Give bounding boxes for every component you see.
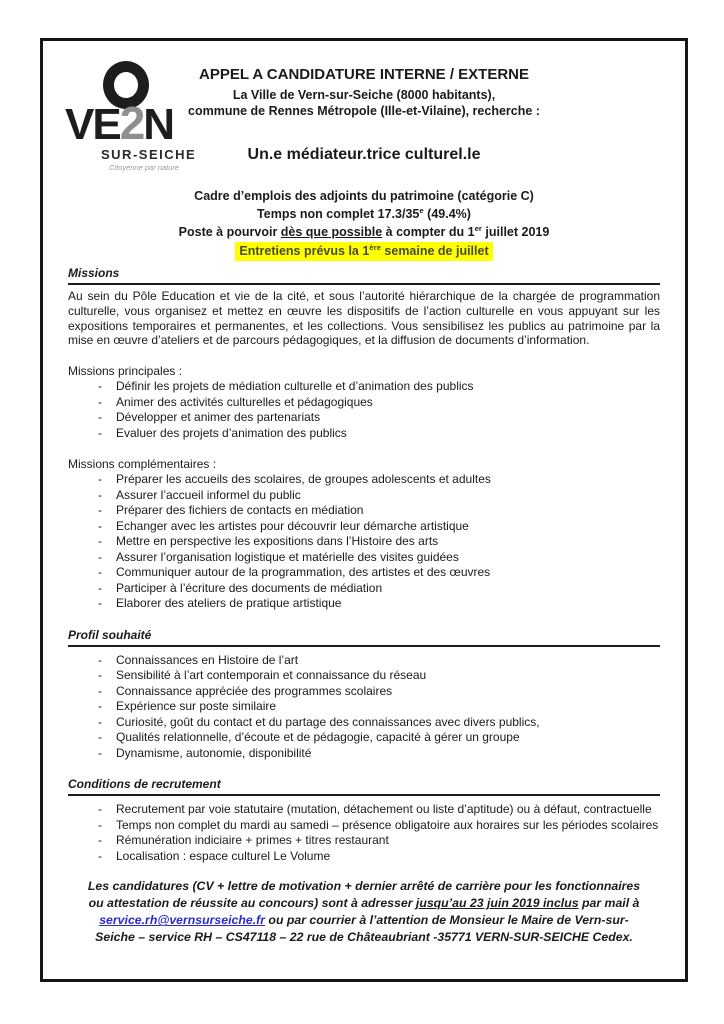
section-heading-conditions: Conditions de recrutement: [68, 777, 660, 796]
missions-intro-paragraph: Au sein du Pôle Education et vie de la cité, et sous l’autorité hiérarchique de la chargée de programmation culturelle, vous organisez et mettez en œuvre les dispositifs de l’action culturelle en vous appuyant sur les expositions temporaires et permanentes, et les collections. Vous sensibilisez les publics au patrimoine par la mise en œuvre d’ateliers et de parcours pédagogiques, et la diffusion de documents d’information.: [68, 289, 660, 348]
list-item: [68, 565, 660, 581]
list-item-text: Dynamisme, autonomie, disponibilité: [116, 745, 312, 760]
list-item: [68, 833, 660, 849]
job-category-line: Cadre d’emplois des adjoints du patrimoine (catégorie C): [194, 189, 534, 203]
list-item-text: Expérience sur poste similaire: [116, 699, 277, 714]
bullet-dash: -: [98, 833, 102, 848]
list-item: [68, 715, 660, 731]
list-item-text: Evaluer des projets d’animation des publics: [116, 425, 347, 440]
list-item-text: Assurer l’organisation logistique et matérielle des visites guidées: [116, 549, 459, 564]
list-item: [68, 395, 660, 411]
list-item-text: Communiquer autour de la programmation, des artistes et des œuvres: [116, 565, 491, 580]
list-item: [68, 699, 660, 715]
bullet-dash: -: [98, 683, 102, 698]
list-item: [68, 746, 660, 762]
list-item-text: Préparer les accueils des scolaires, de groupes adolescents et adultes: [116, 472, 491, 487]
list-item-text: Développer et animer des partenariats: [116, 410, 321, 425]
list-item: [68, 534, 660, 550]
list-item-text: Connaissance appréciée des programmes scolaires: [116, 683, 393, 698]
deadline-text: jusqu’au 23 juin 2019 inclus: [415, 896, 579, 911]
logo-letter-n: N: [143, 100, 174, 149]
bullet-dash: -: [98, 487, 102, 502]
bullet-dash: -: [98, 549, 102, 564]
bullet-dash: -: [98, 472, 102, 487]
list-item-text: Connaissances en Histoire de l’art: [116, 652, 299, 667]
list-item: [68, 472, 660, 488]
section-heading-profil: Profil souhaité: [68, 628, 660, 647]
list-item-text: Echanger avec les artistes pour découvrir leur démarche artistique: [116, 518, 469, 533]
missions-complementaires-list: [68, 472, 660, 612]
superscript-ere: ère: [369, 242, 381, 252]
list-item-text: Préparer des fichiers de contacts en médiation: [116, 503, 364, 518]
underlined-asap: dès que possible: [280, 225, 383, 239]
email-link[interactable]: service.rh@vernsurseiche.fr: [99, 913, 266, 928]
logo-letters-ve: VE: [65, 100, 120, 149]
list-item: [68, 426, 660, 442]
list-item: [68, 818, 660, 834]
logo-wordmark: [65, 97, 225, 149]
list-item-text: Rémunération indiciaire + primes + titres restaurant: [116, 833, 389, 848]
list-item-text: Assurer l’accueil informel du public: [116, 487, 301, 502]
list-item-text: Définir les projets de médiation culturelle et d’animation des publics: [116, 379, 474, 394]
list-item: [68, 519, 660, 535]
profil-list: [68, 653, 660, 762]
missions-principales-label: Missions principales :: [68, 364, 183, 379]
header-subtitle-line2: commune de Rennes Métropole (Ille-et-Vilaine), recherche :: [188, 104, 540, 118]
list-item-text: Qualités relationnelle, d’écoute et de pédagogie, capacité à gérer un groupe: [116, 730, 520, 745]
list-item: [68, 596, 660, 612]
list-item: [68, 802, 660, 818]
list-item: [68, 668, 660, 684]
application-instructions: Les candidatures (CV + lettre de motivation + dernier arrêté de carrière pour les fonctionnaires ou attestation de réussite au concours) sont à adresser jusqu’au 23 juin 2019 inclus par mail à service.rh@vernsurseiche.fr ou par courrier à l’attention de Monsieur le Maire de Vern-sur-Seiche – service RH – CS47118 – 22 rue de Châteaubriant -35771 VERN-SUR-SEICHE Cedex.: [87, 879, 641, 945]
bullet-dash: -: [98, 848, 102, 863]
list-item-text: Recrutement par voie statutaire (mutation, détachement ou liste d’aptitude) ou à défaut, contractuelle: [116, 802, 652, 817]
list-item: [68, 550, 660, 566]
header-subtitle-line1: La Ville de Vern-sur-Seiche (8000 habitants),: [232, 88, 496, 102]
bullet-dash: -: [98, 565, 102, 580]
bullet-dash: -: [98, 518, 102, 533]
missions-complementaires-label: Missions complémentaires :: [68, 457, 217, 472]
bullet-dash: -: [98, 534, 102, 549]
page-border-frame: [40, 38, 688, 982]
list-item-text: Animer des activités culturelles et pédagogiques: [116, 394, 373, 409]
bullet-dash: -: [98, 668, 102, 683]
bullet-dash: -: [98, 714, 102, 729]
bullet-dash: -: [98, 596, 102, 611]
list-item-text: Sensibilité à l’art contemporain et connaissance du réseau: [116, 668, 427, 683]
bullet-dash: -: [98, 410, 102, 425]
list-item-text: Localisation : espace culturel Le Volume: [116, 848, 331, 863]
vern-sur-seiche-logo: [65, 61, 225, 172]
highlighted-interview-notice: Entretiens prévus la 1ère semaine de juillet: [235, 242, 492, 261]
bullet-dash: -: [98, 379, 102, 394]
list-item-text: Curiosité, goût du contact et du partage des connaissances avec divers publics,: [116, 714, 540, 729]
bullet-dash: -: [98, 652, 102, 667]
logo-subtitle: SUR-SEICHE: [101, 147, 197, 162]
bullet-dash: -: [98, 425, 102, 440]
bullet-dash: -: [98, 730, 102, 745]
job-title: Un.e médiateur.trice culturel.le: [247, 146, 481, 163]
logo-tagline: Citoyenne par nature: [109, 163, 180, 172]
superscript-e: e: [419, 205, 424, 215]
list-item: [68, 684, 660, 700]
bullet-dash: -: [98, 802, 102, 817]
list-item: [68, 581, 660, 597]
list-item-text: Elaborer des ateliers de pratique artistique: [116, 596, 342, 611]
bullet-dash: -: [98, 580, 102, 595]
superscript-er: er: [474, 223, 482, 233]
list-item: [68, 653, 660, 669]
bullet-dash: -: [98, 699, 102, 714]
conditions-list: [68, 802, 660, 864]
list-item: [68, 488, 660, 504]
section-heading-missions: Missions: [68, 266, 660, 285]
list-item: [68, 503, 660, 519]
bullet-dash: -: [98, 817, 102, 832]
bullet-dash: -: [98, 503, 102, 518]
job-start-line: Poste à pourvoir dès que possible à compter du 1er juillet 2019: [178, 223, 550, 239]
list-item-text: Mettre en perspective les expositions dans l’Histoire des arts: [116, 534, 439, 549]
interview-notice-row: [68, 242, 660, 261]
list-item: [68, 410, 660, 426]
logo-stylized-r: 2: [119, 97, 144, 149]
list-item: [68, 849, 660, 865]
job-summary-block: [68, 187, 660, 261]
bullet-dash: -: [98, 745, 102, 760]
list-item-text: Temps non complet du mardi au samedi – présence obligatoire aux horaires sur les périodes scolaires: [116, 817, 659, 832]
list-item: [68, 730, 660, 746]
list-item-text: Participer à l’écriture des documents de médiation: [116, 580, 383, 595]
page-title: APPEL A CANDIDATURE INTERNE / EXTERNE: [198, 66, 530, 83]
job-hours-line: Temps non complet 17.3/35e (49.4%): [257, 205, 471, 221]
missions-principales-list: [68, 379, 660, 441]
bullet-dash: -: [98, 394, 102, 409]
list-item: [68, 379, 660, 395]
